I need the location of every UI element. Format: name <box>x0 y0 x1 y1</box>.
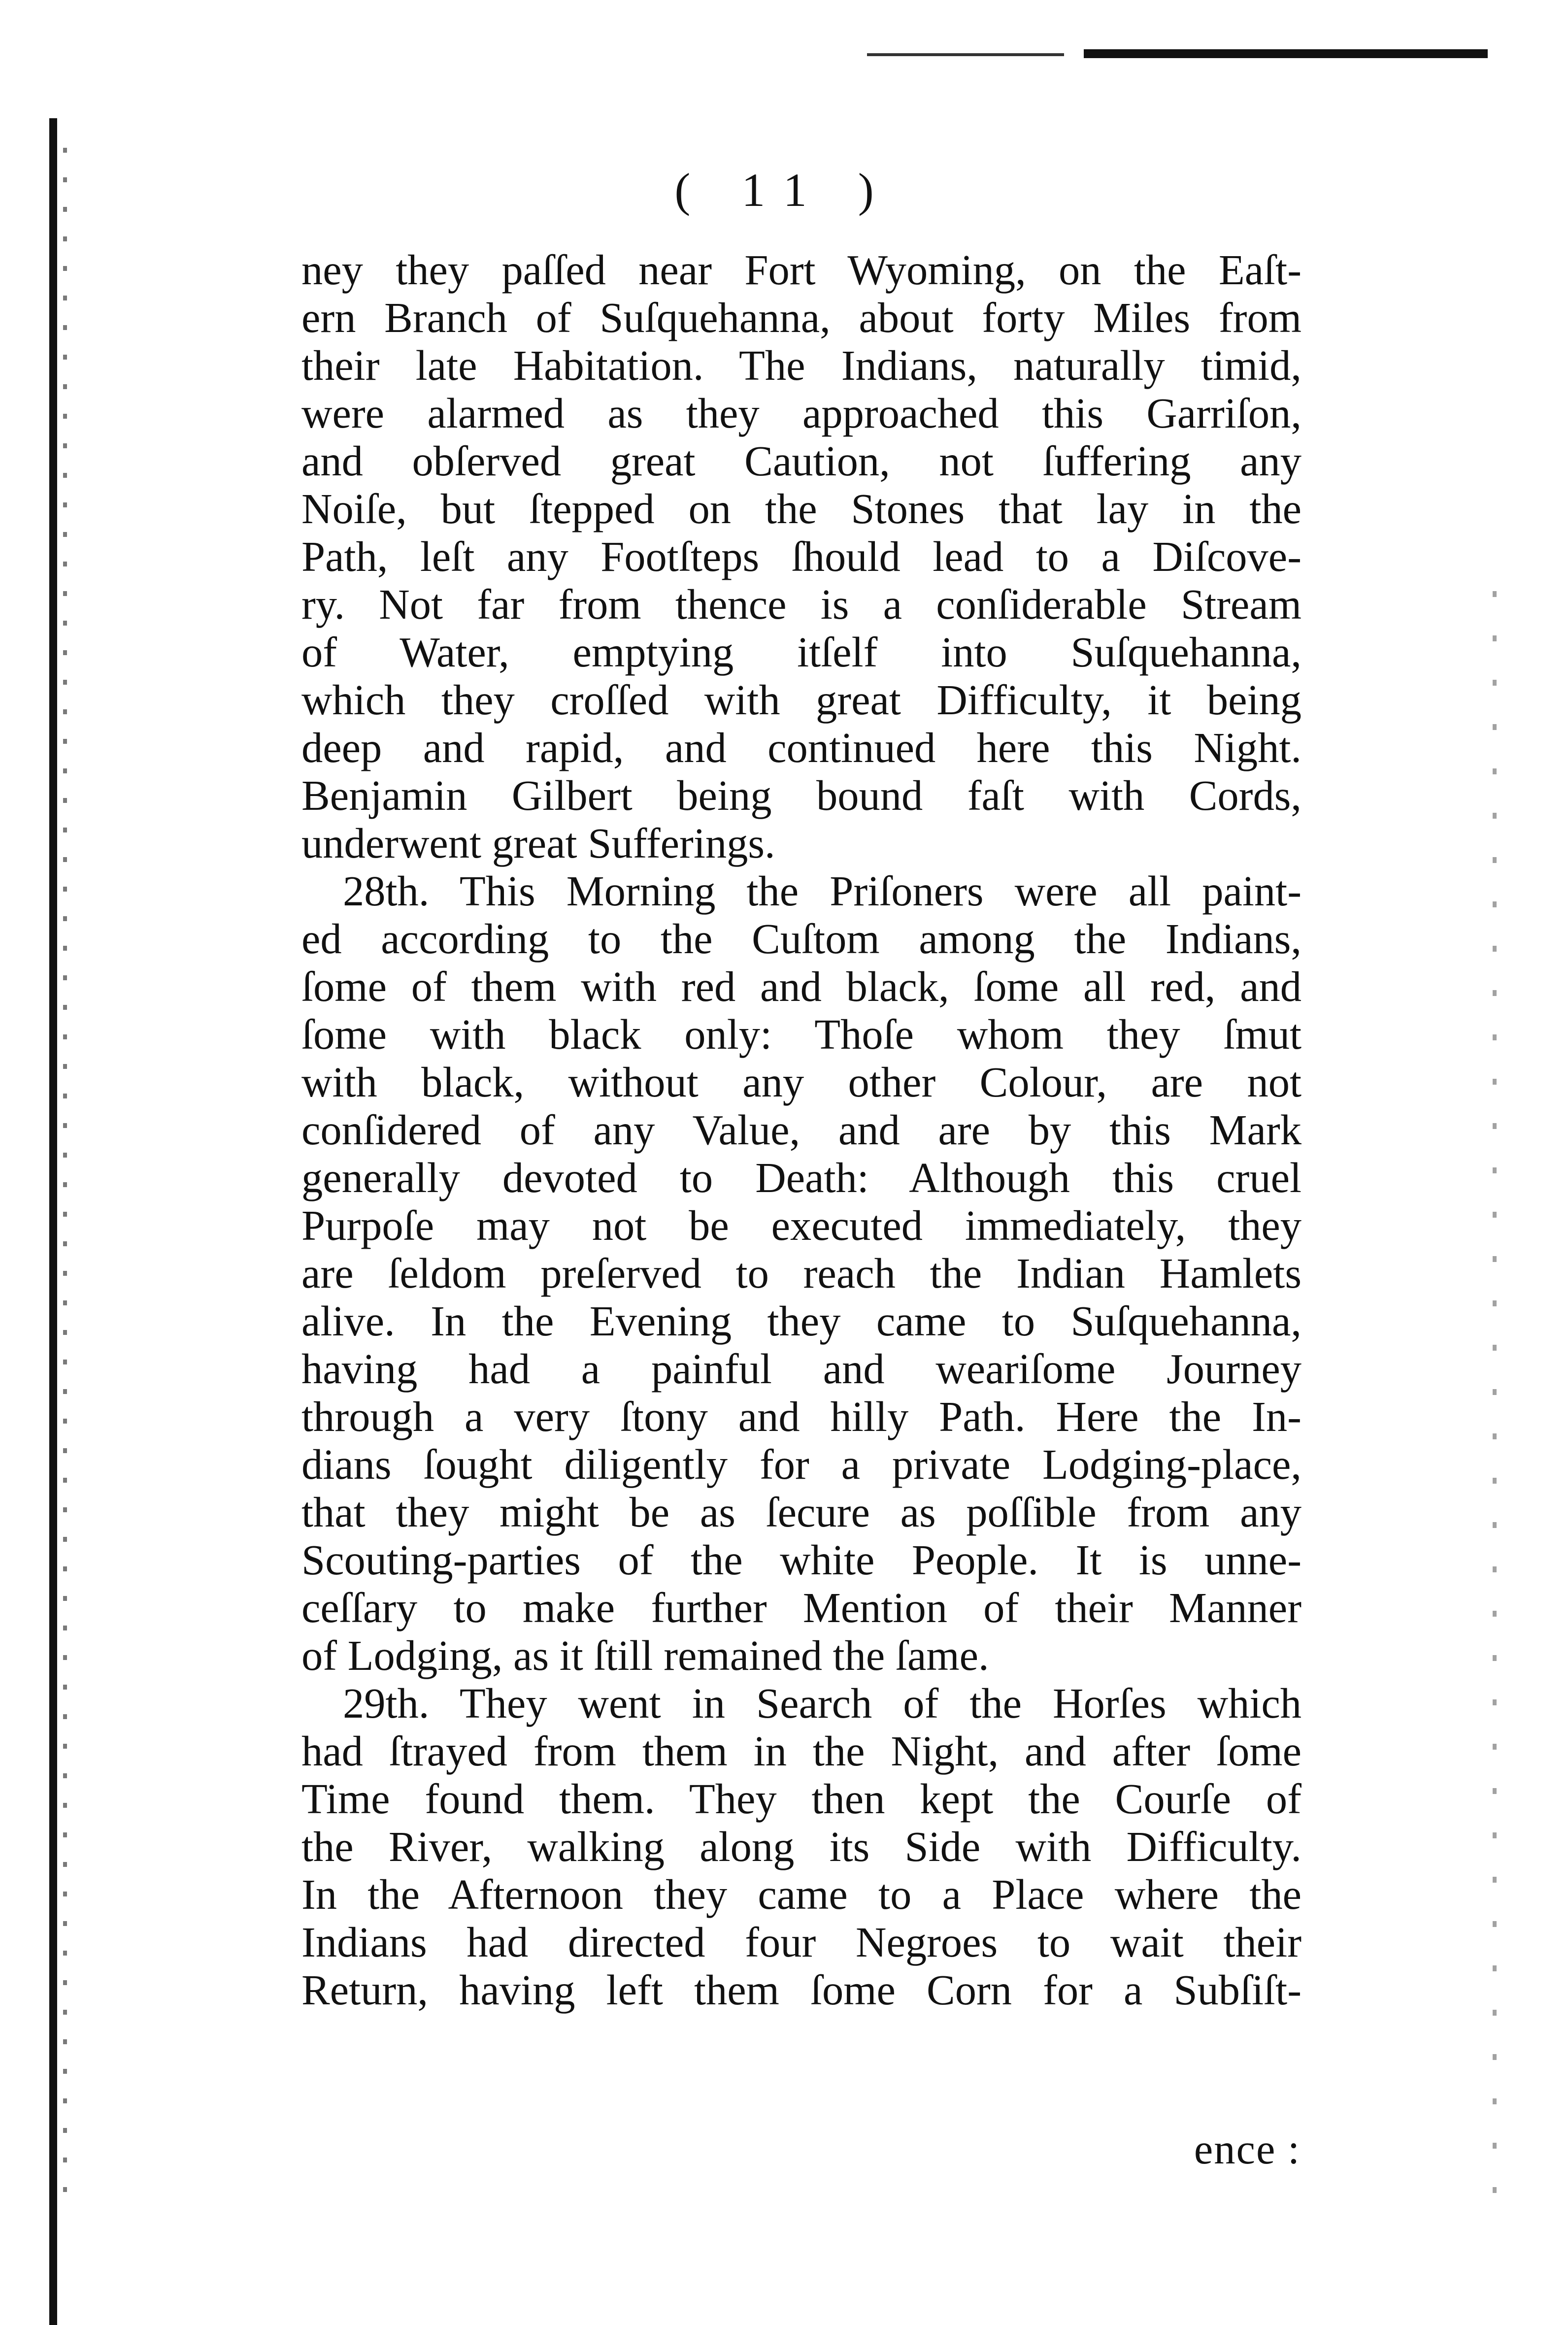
text-line: generally devoted to Death: Although this cruel <box>301 1154 1301 1201</box>
text-line: Time found them. They then kept the Courſe of <box>301 1775 1301 1823</box>
text-line: Return, having left them ſome Corn for a Subſiſt- <box>301 1966 1301 2014</box>
text-line: ney they paſſed near Fort Wyoming, on the Eaſt- <box>301 246 1301 294</box>
text-line: that they might be as ſecure as poſſible from any <box>301 1489 1301 1536</box>
text-line: ern Branch of Suſquehanna, about forty Miles from <box>301 294 1301 341</box>
text-line: having had a painful and weariſome Journey <box>301 1345 1301 1393</box>
catchword: ence : <box>1194 2126 1301 2173</box>
text-line: Indians had directed four Negroes to wait their <box>301 1919 1301 1966</box>
text-line: through a very ſtony and hilly Path. Here the In- <box>301 1393 1301 1440</box>
text-line: ſome with black only: Thoſe whom they ſmut <box>301 1011 1301 1058</box>
text-line: Path, leſt any Footſteps ſhould lead to a Diſcove- <box>301 533 1301 580</box>
scan-edge-left <box>49 118 57 2325</box>
text-line: ed according to the Cuſtom among the Indians, <box>301 915 1301 963</box>
text-line: ceſſary to make further Mention of their Manner <box>301 1584 1301 1631</box>
text-line: were alarmed as they approached this Garriſon, <box>301 390 1301 437</box>
text-line: 29th. They went in Search of the Horſes which <box>343 1680 1301 1727</box>
text-line: had ſtrayed from them in the Night, and after ſome <box>301 1727 1301 1775</box>
text-line: which they croſſed with great Difficulty, it being <box>301 676 1301 724</box>
text-line: Scouting-parties of the white People. It is unne- <box>301 1536 1301 1584</box>
text-line: Noiſe, but ſtepped on the Stones that lay in the <box>301 485 1301 532</box>
page-number: ( 11 ) <box>674 164 894 216</box>
text-line: their late Habitation. The Indians, naturally timid, <box>301 342 1301 389</box>
text-line: and obſerved great Caution, not ſuffering any <box>301 437 1301 485</box>
text-line: ſome of them with red and black, ſome all red, and <box>301 963 1301 1010</box>
text-line: Benjamin Gilbert being bound faſt with Cords, <box>301 772 1301 819</box>
text-line: dians ſought diligently for a private Lodging-place, <box>301 1441 1301 1488</box>
text-line: In the Afternoon they came to a Place where the <box>301 1871 1301 1918</box>
text-line: alive. In the Evening they came to Suſquehanna, <box>301 1297 1301 1345</box>
scan-edge-top-thin <box>867 53 1064 56</box>
text-line: with black, without any other Colour, are not <box>301 1059 1301 1106</box>
body-text <box>301 246 1301 2014</box>
text-line: of Lodging, as it ſtill remained the ſame. <box>301 1632 989 1679</box>
scan-edge-right-noise <box>1493 591 1497 2217</box>
text-line: Purpoſe may not be executed immediately, they <box>301 1202 1301 1249</box>
text-line: ry. Not far from thence is a conſiderable Stream <box>301 581 1301 628</box>
text-line: 28th. This Morning the Priſoners were all paint- <box>343 867 1301 915</box>
text-line: underwent great Sufferings. <box>301 820 775 867</box>
scan-edge-top <box>1084 49 1488 58</box>
text-line: are ſeldom preſerved to reach the Indian Hamlets <box>301 1250 1301 1297</box>
text-line: conſidered of any Value, and are by this Mark <box>301 1106 1301 1154</box>
text-line: deep and rapid, and continued here this Night. <box>301 724 1301 771</box>
scan-edge-left-noise <box>63 148 67 2217</box>
text-line: of Water, emptying itſelf into Suſquehanna, <box>301 629 1301 676</box>
text-line: the River, walking along its Side with Difficulty. <box>301 1823 1301 1870</box>
